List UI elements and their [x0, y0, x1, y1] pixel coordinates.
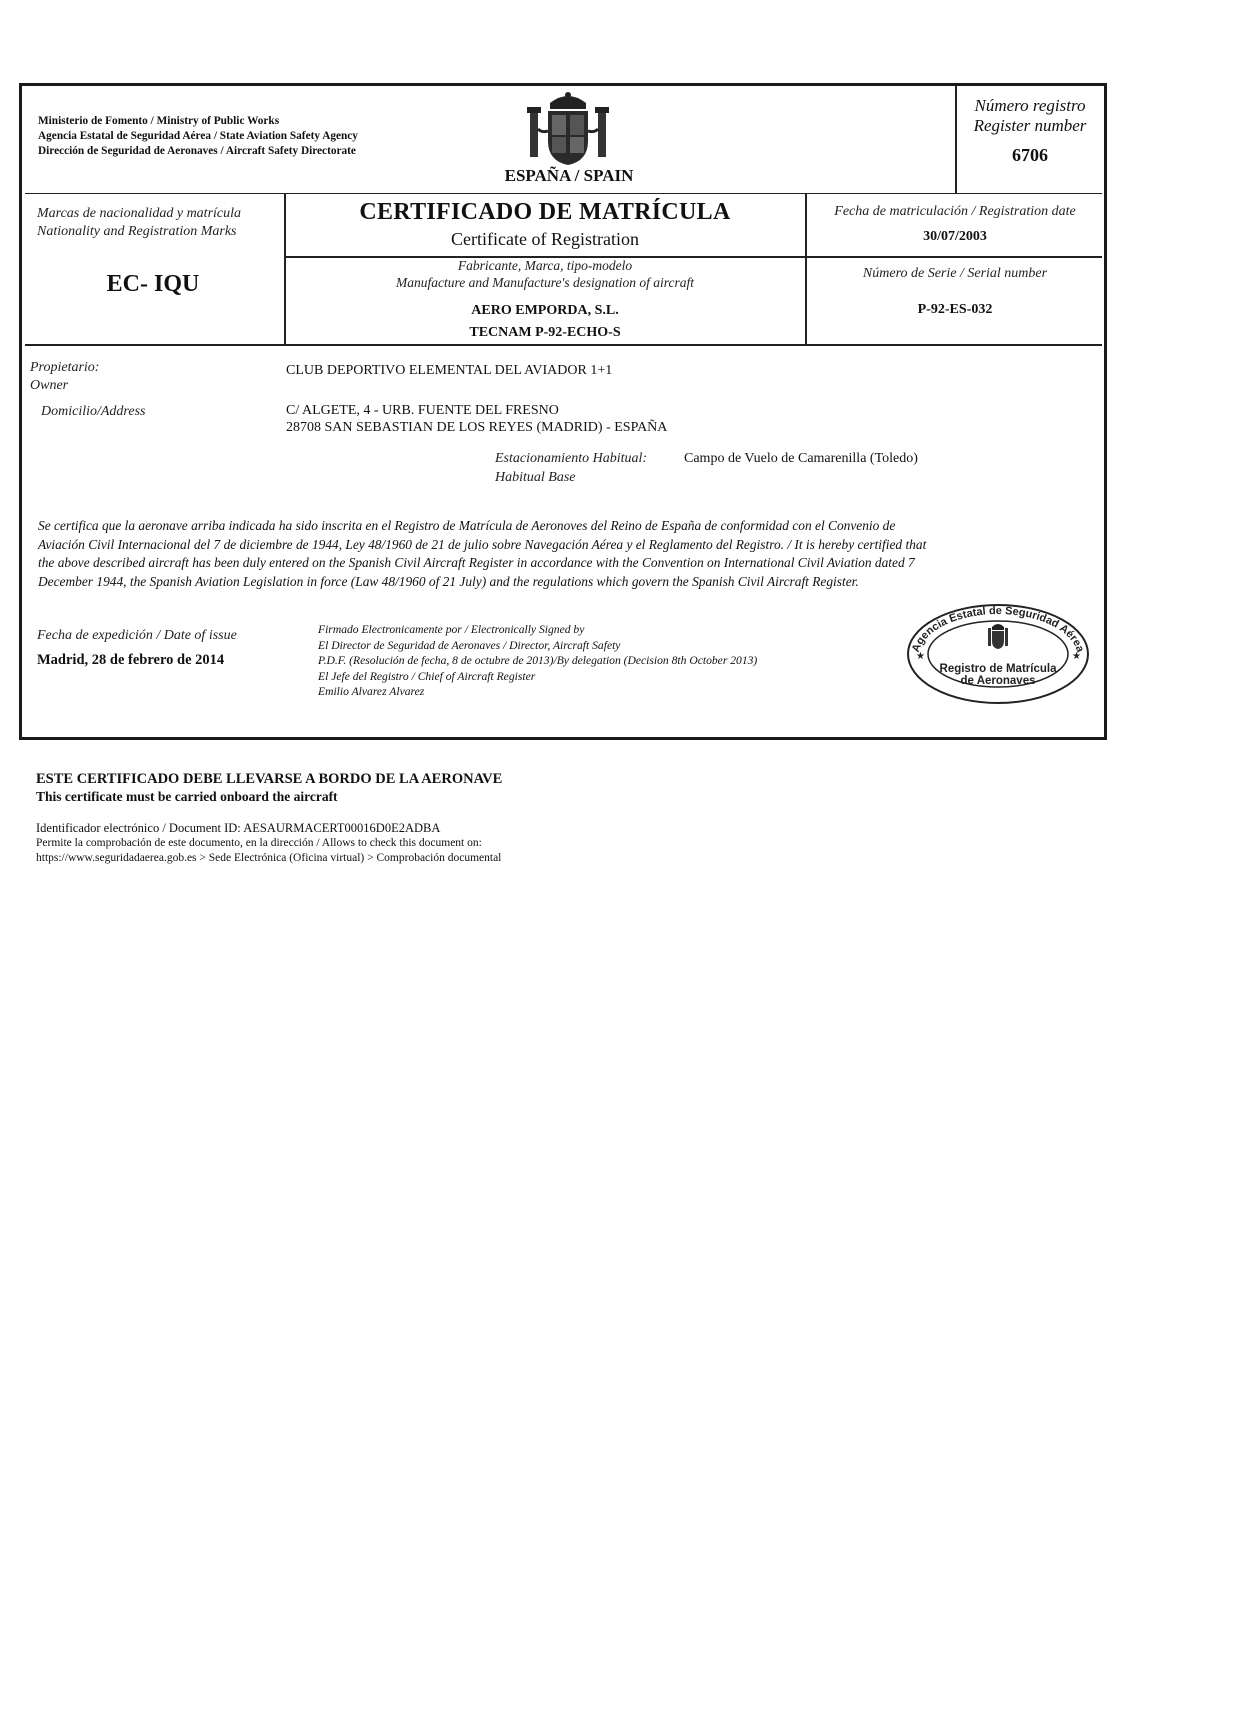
- marks-label-en: Nationality and Registration Marks: [37, 224, 237, 239]
- stamp-center-line-1: Registro de Matrícula: [939, 663, 1057, 675]
- onboard-notice-en: This certificate must be carried onboard the aircraft: [36, 789, 338, 804]
- manufacturer-label-en: Manufacture and Manufacture's designation of aircraft: [396, 275, 694, 290]
- owner-name: CLUB DEPORTIVO ELEMENTAL DEL AVIADOR 1+1: [286, 363, 613, 378]
- owner-label-es: Propietario:: [30, 360, 100, 375]
- address-label: Domicilio/Address: [41, 404, 146, 419]
- verification-url[interactable]: https://www.seguridadaerea.gob.es > Sede Electrónica (Oficina virtual) > Comprobación documental: [36, 852, 502, 864]
- signature-line-3: P.D.F. (Resolución de fecha, 8 de octubre de 2013)/By delegation (Decision 8th October 2013): [318, 654, 758, 667]
- issue-date-label: Fecha de expedición / Date of issue: [37, 628, 237, 643]
- signature-line-4: El Jefe del Registro / Chief of Aircraft Register: [318, 669, 536, 683]
- certification-line-2: Aviación Civil Internacional del 7 de diciembre de 1944, Ley 48/1960 de 21 de julio sobre Navegación Aérea y el Reglamento del Registro. / It is hereby certified that: [38, 536, 927, 552]
- document-id: Identificador electrónico / Document ID: AESAURMACERT00016D0E2ADBA: [36, 821, 441, 835]
- official-stamp: [904, 602, 1092, 706]
- habitual-base-label-en: Habitual Base: [495, 470, 576, 485]
- certificate-title: CERTIFICADO DE MATRÍCULA: [359, 199, 731, 225]
- certification-line-4: December 1944, the Spanish Aviation Legislation in force (Law 48/1960 of 21 July) and the regulations which govern the Spanish Civil Aircraft Register.: [38, 573, 859, 589]
- signature-line-2: El Director de Seguridad de Aeronaves / Director, Aircraft Safety: [318, 638, 621, 652]
- svg-text:★: ★: [1072, 651, 1081, 662]
- owner-label-en: Owner: [30, 378, 69, 393]
- register-label-en: Register number: [973, 116, 1087, 135]
- register-box-divider: [955, 86, 957, 194]
- registration-date: 30/07/2003: [923, 229, 987, 244]
- electronic-signature-block: [318, 622, 757, 700]
- signature-line-1: Firmado Electronicamente por / Electronically Signed by: [318, 623, 585, 636]
- aircraft-model: TECNAM P-92-ECHO-S: [469, 325, 621, 340]
- onboard-notice-es: ESTE CERTIFICADO DEBE LLEVARSE A BORDO DE LA AERONAVE: [36, 771, 503, 787]
- ministry-line-1: Ministerio de Fomento / Ministry of Public Works: [38, 115, 280, 127]
- marks-label-es: Marcas de nacionalidad y matrícula: [37, 206, 242, 221]
- registration-marks: EC- IQU: [106, 271, 200, 297]
- serial-number-label: Número de Serie / Serial number: [862, 266, 1048, 281]
- register-number: 6706: [1012, 145, 1048, 165]
- address-line-2: 28708 SAN SEBASTIAN DE LOS REYES (MADRID) - ESPAÑA: [286, 420, 668, 435]
- table-divider-right: [805, 194, 807, 345]
- manufacturer-name: AERO EMPORDA, S.L.: [471, 303, 619, 318]
- address-line-1: C/ ALGETE, 4 - URB. FUENTE DEL FRESNO: [286, 403, 559, 418]
- issue-date: Madrid, 28 de febrero de 2014: [37, 652, 225, 668]
- ministry-line-2: Agencia Estatal de Seguridad Aérea / State Aviation Safety Agency: [38, 130, 358, 142]
- table-divider-left: [284, 194, 286, 345]
- manufacturer-label-es: Fabricante, Marca, tipo-modelo: [457, 258, 633, 273]
- certification-line-3: the above described aircraft has been duly entered on the Spanish Civil Aircraft Register in accordance with the Convention on International Civil Aviation dated 7: [38, 555, 915, 570]
- register-label-es: Número registro: [974, 96, 1086, 115]
- svg-text:★: ★: [916, 651, 925, 662]
- ministry-block: [38, 114, 498, 159]
- certification-statement: [38, 517, 1098, 591]
- registration-date-label: Fecha de matriculación / Registration date: [834, 204, 1076, 219]
- certification-line-1: Se certifica que la aeronave arriba indicada ha sido inscrita en el Registro de Matrícula de Aeronoves del Reino de España de conformidad con el Convenio de: [38, 518, 896, 533]
- coat-of-arms-emblem: [524, 89, 612, 167]
- ministry-line-3: Dirección de Seguridad de Aeronaves / Aircraft Safety Directorate: [38, 145, 356, 157]
- signature-line-5: Emilio Alvarez Alvarez: [318, 685, 425, 698]
- certificate-subtitle: Certificate of Registration: [451, 229, 639, 249]
- habitual-base-label-es: Estacionamiento Habitual:: [495, 451, 648, 466]
- stamp-center-line-2: de Aeronaves: [960, 675, 1036, 687]
- verification-text: Permite la comprobación de este documento, en la dirección / Allows to check this document on:: [36, 837, 482, 849]
- habitual-base: Campo de Vuelo de Camarenilla (Toledo): [684, 451, 918, 466]
- svg-text:Agencia Estatal de Seguridad A: Agencia Estatal de Seguridad Aérea: [909, 604, 1087, 654]
- serial-number: P-92-ES-032: [917, 302, 993, 317]
- country-label: ESPAÑA / SPAIN: [504, 166, 634, 185]
